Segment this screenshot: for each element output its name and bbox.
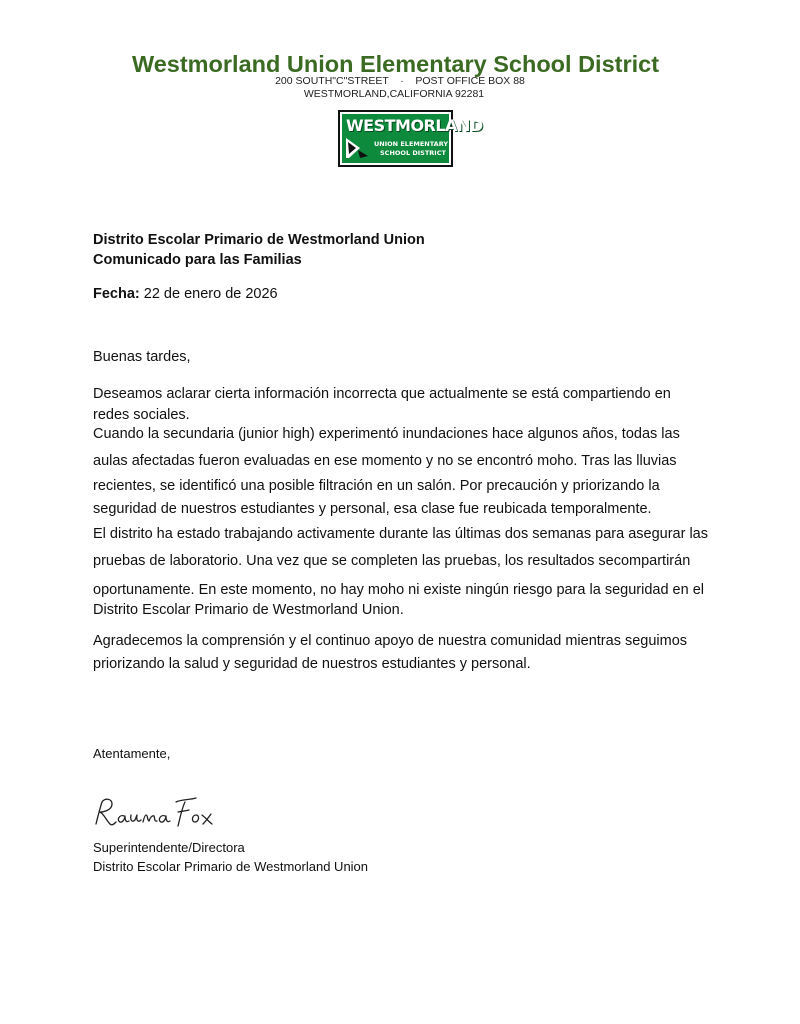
body-line: El distrito ha estado trabajando activamente durante las últimas dos semanas para asegurar las: [93, 526, 708, 542]
district-logo: [338, 110, 483, 167]
body-line: oportunamente. En este momento, no hay moho ni existe ningún riesgo para la seguridad en el: [93, 582, 704, 598]
address-line-1: 200 SOUTH"C"STREET · POST OFFICE BOX 88: [275, 75, 525, 87]
district-title: Westmorland Union Elementary School District: [131, 51, 660, 77]
logo-subtitle-1: UNION ELEMENTARY: [374, 140, 449, 148]
logo-wordmark: WESTMORLAND: [346, 116, 483, 135]
date-label: Fecha:: [93, 286, 140, 302]
address-line-2: WESTMORLAND,CALIFORNIA 92281: [303, 88, 485, 100]
body-line: Distrito Escolar Primario de Westmorland Union.: [93, 602, 404, 618]
letter-heading-district: Distrito Escolar Primario de Westmorland Union: [93, 232, 425, 248]
body-line: recientes, se identificó una posible filtración en un salón. Por precaución y priorizando la: [93, 478, 660, 494]
body-line: aulas afectadas fueron evaluadas en ese momento y no se encontró moho. Tras las lluvias: [93, 453, 677, 469]
body-line: Cuando la secundaria (junior high) experimentó inundaciones hace algunos años, todas las: [93, 426, 680, 442]
body-line: seguridad de nuestros estudiantes y personal, esa clase fue reubicada temporalmente.: [93, 501, 652, 517]
signer-title: Superintendente/Directora: [93, 840, 245, 855]
body-line: pruebas de laboratorio. Una vez que se completen las pruebas, los resultados secompartirán: [93, 553, 691, 569]
logo-subtitle-2: SCHOOL DISTRICT: [380, 149, 446, 157]
logo-swoosh-icon: [346, 136, 372, 160]
letter-heading-subject: Comunicado para las Familias: [93, 252, 302, 268]
body-line: Deseamos aclarar cierta información incorrecta que actualmente se está compartiendo en: [93, 386, 671, 402]
body-line: Agradecemos la comprensión y el continuo apoyo de nuestra comunidad mientras seguimos: [93, 633, 688, 649]
date-value: 22 de enero de 2026: [139, 286, 278, 302]
signature: [90, 796, 220, 832]
signer-organization: Distrito Escolar Primario de Westmorland Union: [93, 859, 369, 874]
body-line: priorizando la salud y seguridad de nuestros estudiantes y personal.: [93, 656, 531, 672]
body-line: redes sociales.: [93, 407, 190, 423]
date-line: [93, 284, 278, 304]
closing: Atentamente,: [93, 746, 171, 761]
greeting: Buenas tardes,: [93, 349, 191, 365]
